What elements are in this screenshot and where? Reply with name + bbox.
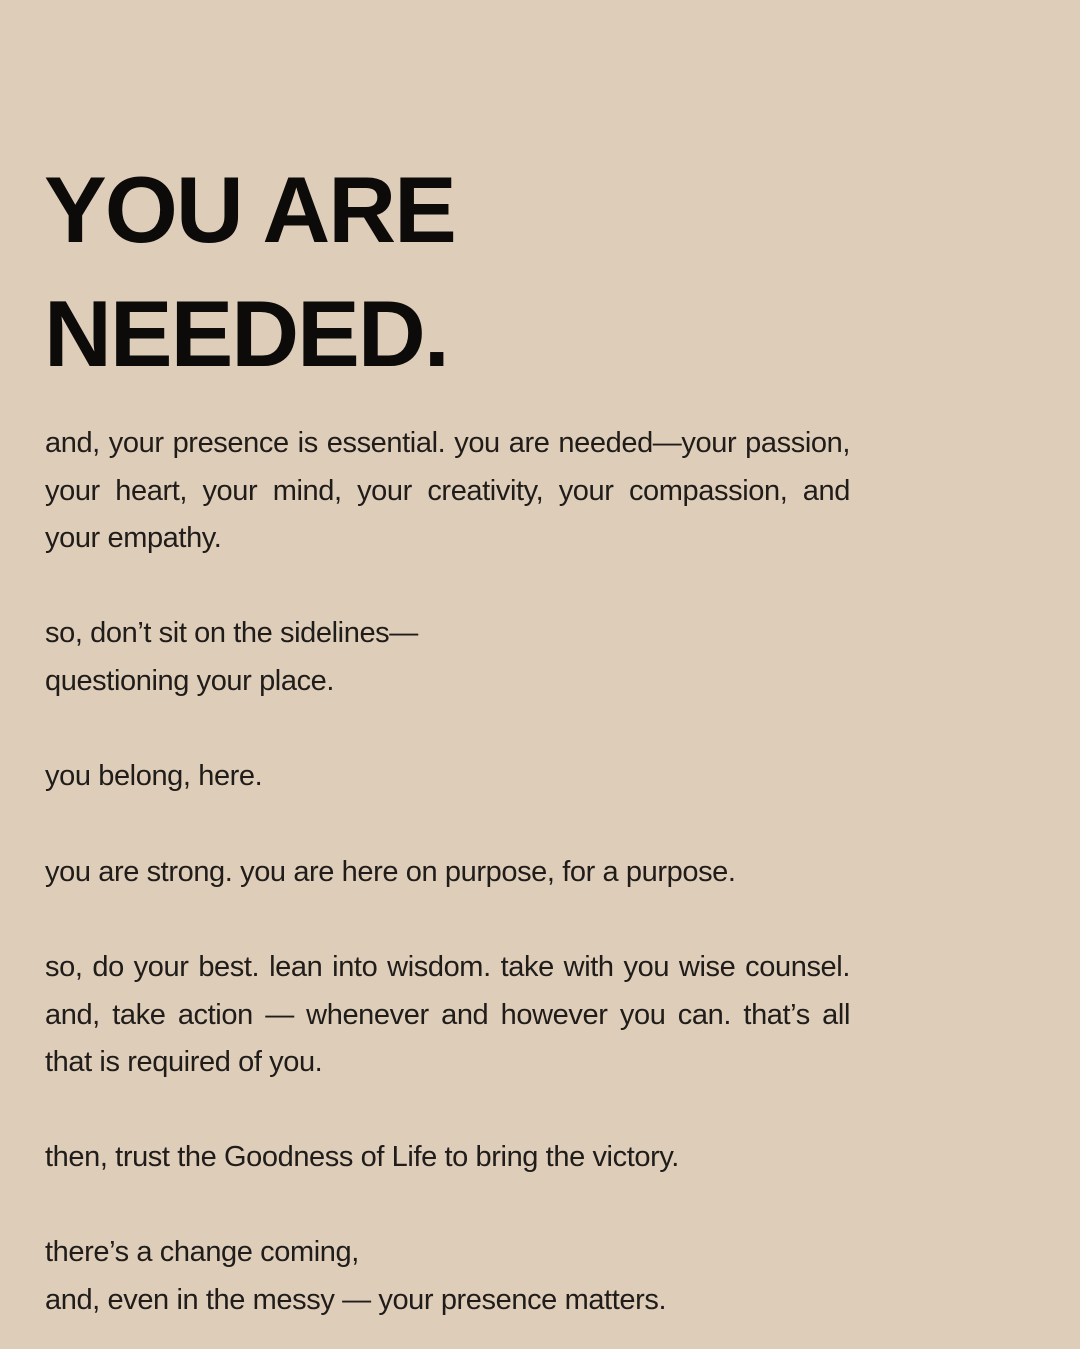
paragraph-change-line-1: there’s a change coming, <box>45 1236 359 1268</box>
paragraph-sidelines-line-2: questioning your place. <box>45 664 335 697</box>
paragraph-sidelines <box>45 610 850 705</box>
paragraph-sidelines-line-1: so, don’t sit on the sidelines— <box>45 617 418 649</box>
paragraph-presence: and, your presence is essential. you are needed—your passion, your heart, your mind, your creativity, your compassion, and your empathy. <box>45 427 850 554</box>
title-line-1: YOU ARE <box>44 157 455 262</box>
title-line-2: NEEDED. <box>44 281 448 386</box>
paragraph-change-line-2: and, even in the messy — your presence matters. <box>45 1283 667 1316</box>
paragraph-best: so, do your best. lean into wisdom. take with you wise counsel. and, take action — whenever and however you can. that’s all that is required of you. <box>45 951 850 1078</box>
page-title <box>44 148 744 396</box>
paragraph-belong: you belong, here. <box>45 760 263 792</box>
paragraph-trust: then, trust the Goodness of Life to bring the victory. <box>45 1141 679 1173</box>
paragraph-strong: you are strong. you are here on purpose, for a purpose. <box>45 856 736 888</box>
paragraph-change <box>45 1229 850 1324</box>
